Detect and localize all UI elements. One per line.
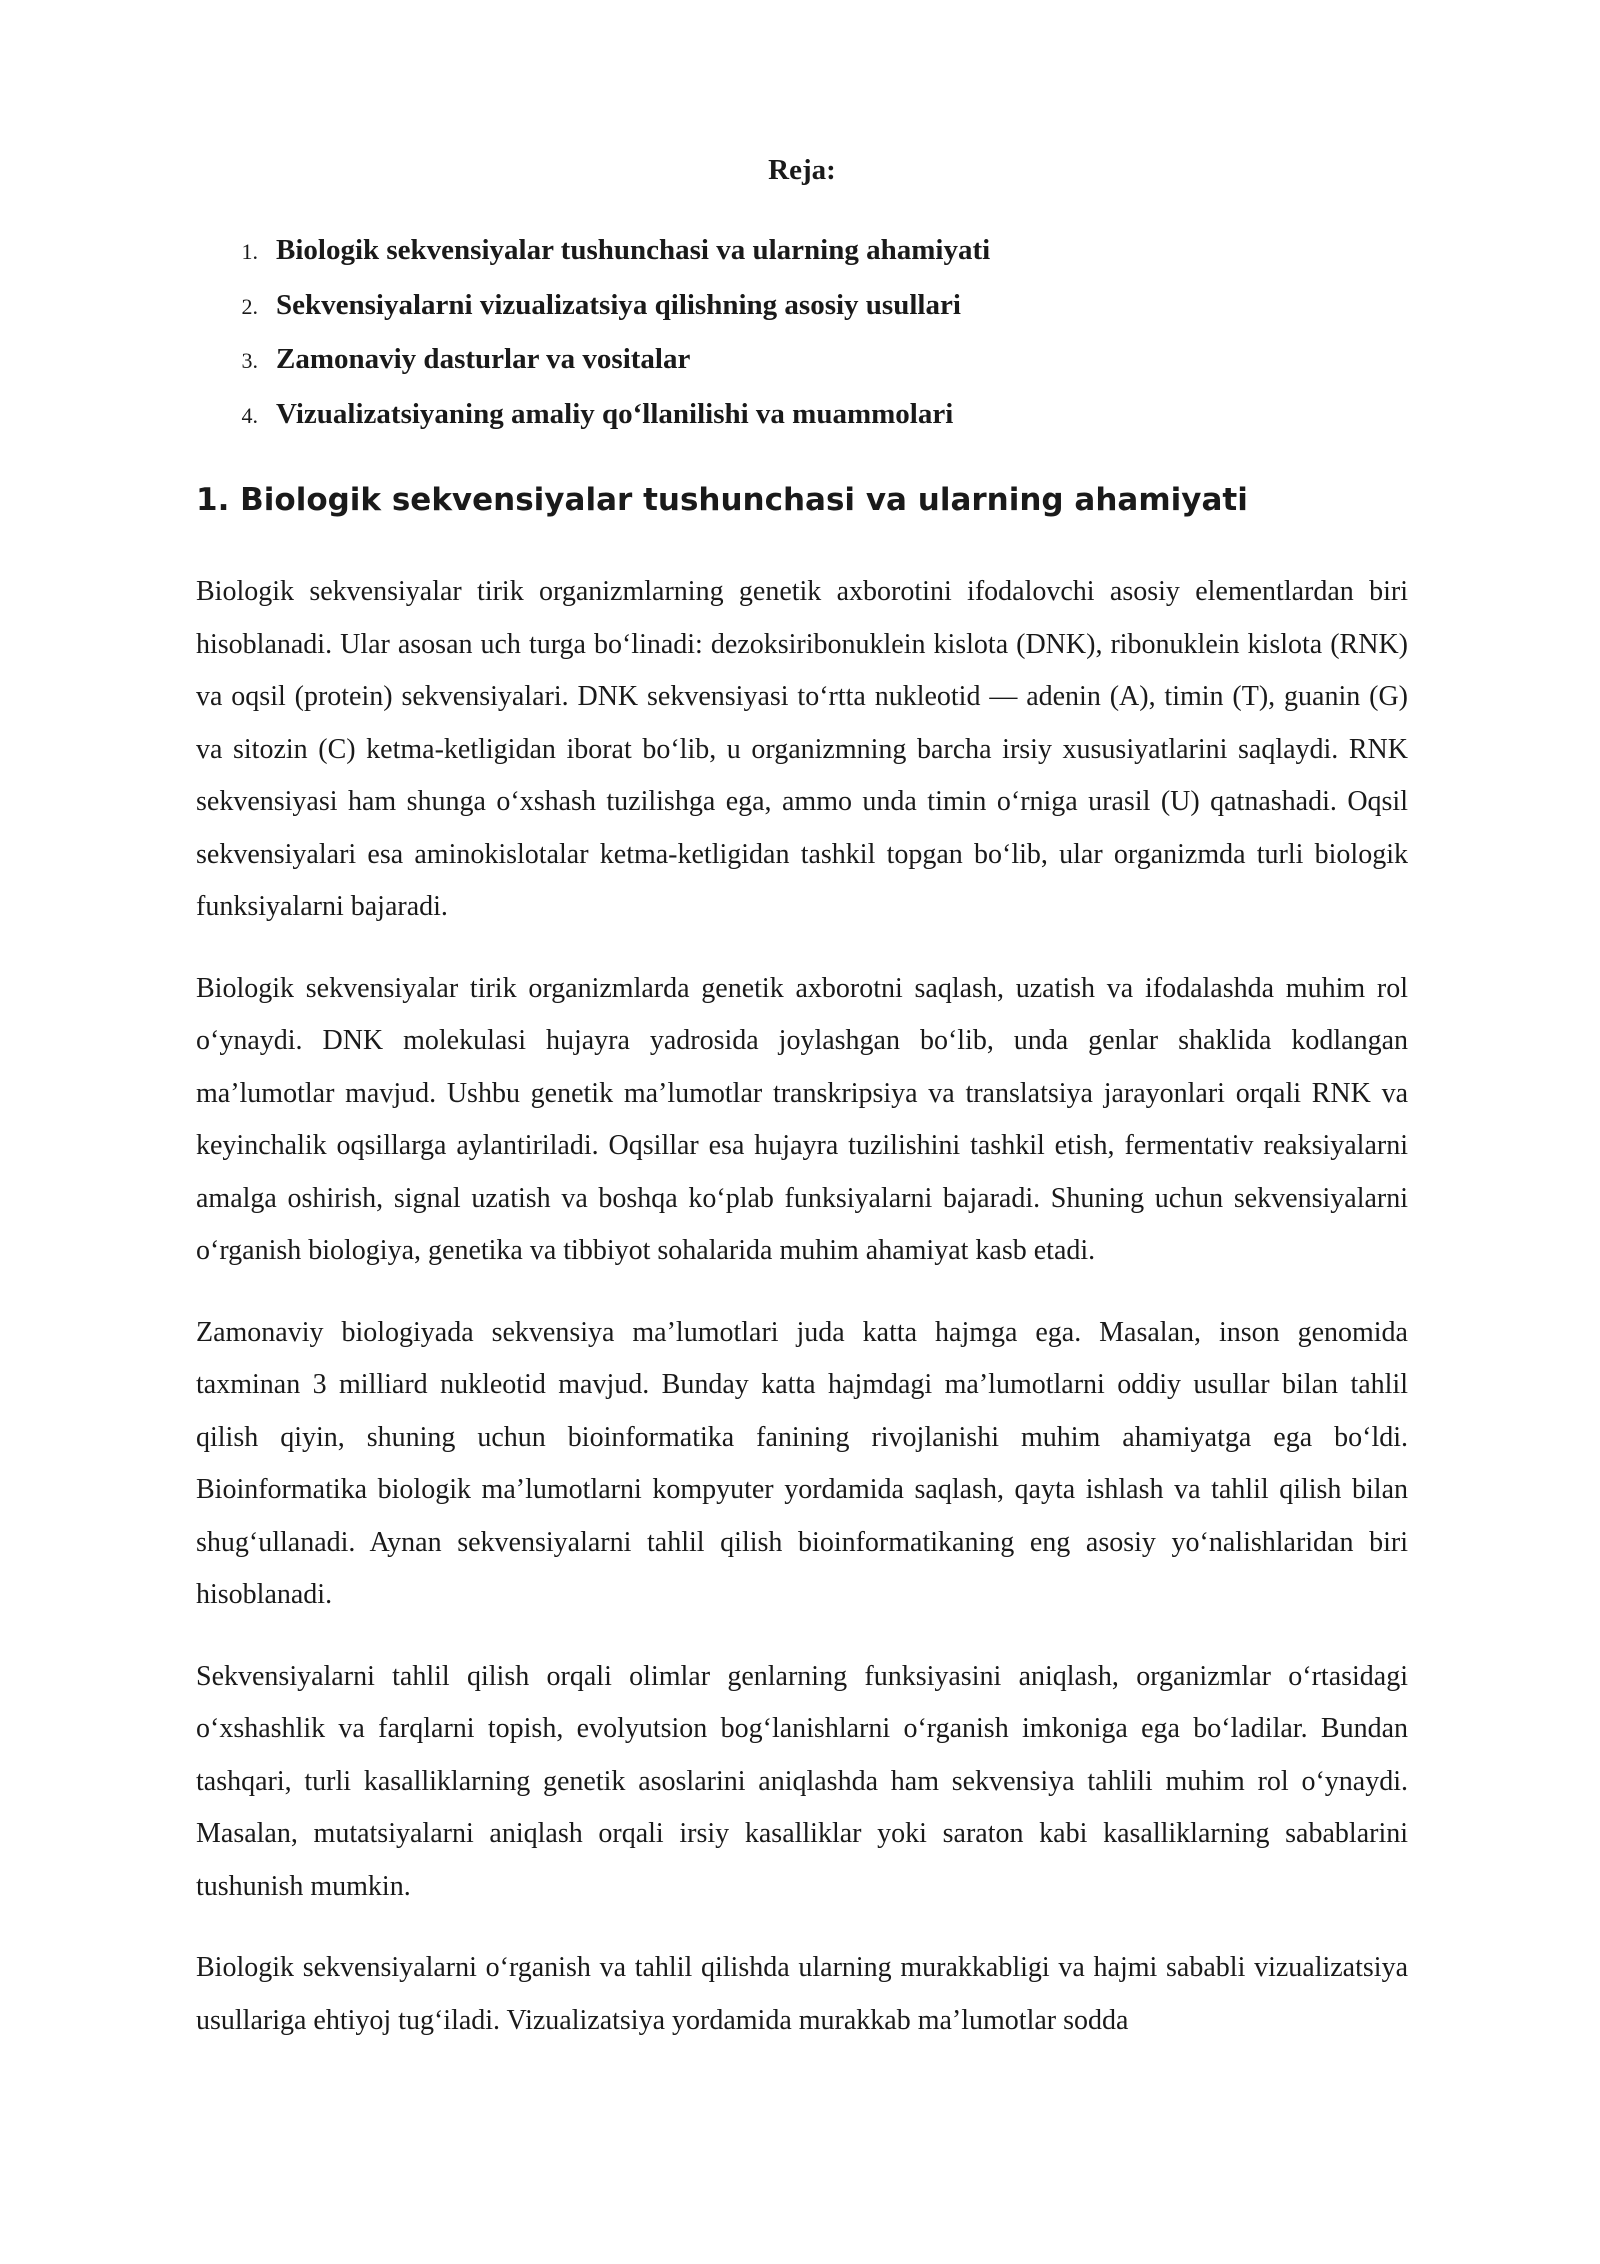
document-page — [196, 150, 1408, 2076]
plan-item-text: Sekvensiyalarni vizualizatsiya qilishning asosiy usullari — [276, 288, 961, 321]
plan-list — [196, 224, 1408, 442]
plan-item-text: Vizualizatsiyaning amaliy qo‘llanilishi va muammolari — [276, 397, 954, 430]
section-heading: 1. Biologik sekvensiyalar tushunchasi va ularning ahamiyati — [196, 482, 1248, 518]
body-paragraph: Sekvensiyalarni tahlil qilish orqali olimlar genlarning funksiyasini aniqlash, organizmlar o‘rtasidagi o‘xshashlik va farqlarni topish, evolyutsion bog‘lanishlarni o‘rganish imkoniga ega bo‘ladilar. Bundan tashqari, turli kasalliklarning genetik asoslarini aniqlashda ham sekvensiya tahlili muhim rol o‘ynaydi. Masalan, mutatsiyalarni aniqlash orqali irsiy kasalliklar yoki saraton kabi kasalliklarning sabablarini tushunish mumkin. — [196, 1660, 1408, 1902]
body-paragraph: Zamonaviy biologiyada sekvensiya ma’lumotlari juda katta hajmga ega. Masalan, inson genomida taxminan 3 milliard nukleotid mavjud. Bunday katta hajmdagi ma’lumotlarni oddiy usullar bilan tahlil qilish qiyin, shuning uchun bioinformatika fanining rivojlanishi muhim ahamiyatga ega bo‘ldi. Bioinformatika biologik ma’lumotlarni kompyuter yordamida saqlash, qayta ishlash va tahlil qilish bilan shug‘ullanadi. Aynan sekvensiyalarni tahlil qilish bioinformatikaning eng asosiy yo‘nalishlaridan biri hisoblanadi. — [196, 1316, 1408, 1610]
plan-item-text: Zamonaviy dasturlar va vositalar — [276, 343, 691, 375]
plan-item-number: 4. — [241, 402, 258, 428]
plan-item — [196, 224, 1408, 279]
plan-item-number: 3. — [241, 348, 258, 373]
plan-title: Reja: — [768, 154, 836, 186]
plan-item — [196, 388, 1408, 443]
plan-item-number: 1. — [241, 239, 258, 264]
plan-item — [196, 279, 1408, 334]
plan-item-number: 2. — [241, 293, 258, 319]
plan-item — [196, 333, 1408, 388]
body-paragraph: Biologik sekvensiyalar tirik organizmlarda genetik axborotni saqlash, uzatish va ifodalashda muhim rol o‘ynaydi. DNK molekulasi hujayra yadrosida joylashgan bo‘lib, unda genlar shaklida kodlangan ma’lumotlar mavjud. Ushbu genetik ma’lumotlar transkripsiya va translatsiya jarayonlari orqali RNK va keyinchalik oqsillarga aylantiriladi. Oqsillar esa hujayra tuzilishini tashkil etish, fermentativ reaksiyalarni amalga oshirish, signal uzatish va boshqa ko‘plab funksiyalarni bajaradi. Shuning uchun sekvensiyalarni o‘rganish biologiya, genetika va tibbiyot sohalarida muhim ahamiyat kasb etadi. — [196, 972, 1408, 1266]
body-paragraph: Biologik sekvensiyalar tirik organizmlarning genetik axborotini ifodalovchi asosiy elementlardan biri hisoblanadi. Ular asosan uch turga bo‘linadi: dezoksiribonuklein kislota (DNK), ribonuklein kislota (RNK) va oqsil (protein) sekvensiyalari. DNK sekvensiyasi to‘rtta nukleotid — adenin (A), timin (T), guanin (G) va sitozin (C) ketma-ketligidan iborat bo‘lib, u organizmning barcha irsiy xususiyatlarini saqlaydi. RNK sekvensiyasi ham shunga o‘xshash tuzilishga ega, ammo unda timin o‘rniga urasil (U) qatnashadi. Oqsil sekvensiyalari esa aminokislotalar ketma-ketligidan tashkil topgan bo‘lib, ular organizmda turli biologik funksiyalarni bajaradi. — [196, 576, 1408, 922]
plan-item-text: Biologik sekvensiyalar tushunchasi va ularning ahamiyati — [276, 234, 991, 266]
body-paragraph: Biologik sekvensiyalarni o‘rganish va tahlil qilishda ularning murakkabligi va hajmi sababli vizualizatsiya usullariga ehtiyoj tug‘iladi. Vizualizatsiya yordamida murakkab ma’lumotlar sodda — [196, 1952, 1408, 2036]
